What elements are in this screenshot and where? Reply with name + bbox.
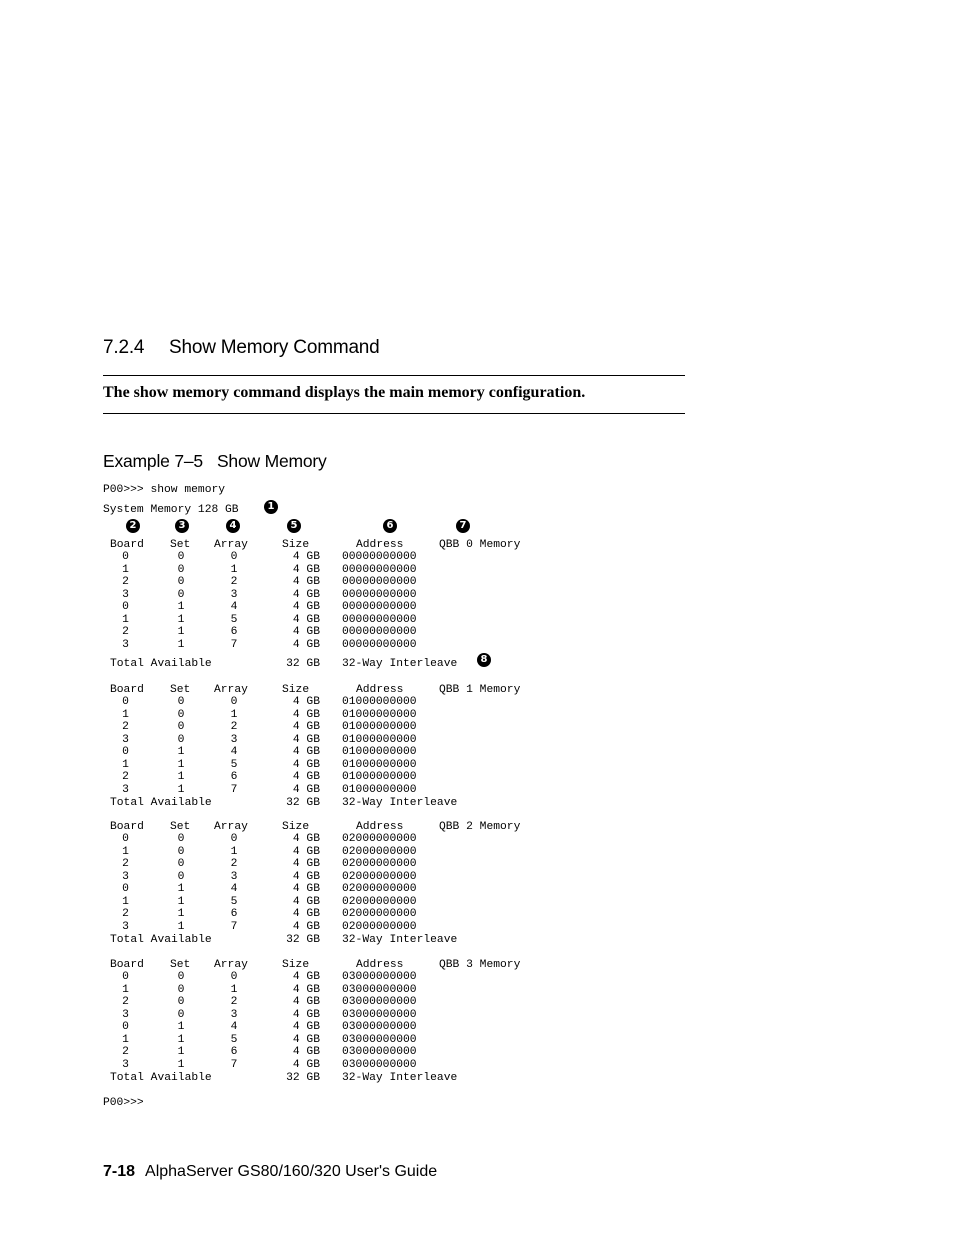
cell-size: 4 GB [292,870,320,883]
cell-board: 1 [122,613,129,626]
cell-array: 2 [230,858,238,871]
table-row [0,1009,600,1021]
cell-board: 3 [122,638,129,651]
cell-address: 03000000000 [342,971,417,984]
callout-4-icon: 4 [226,519,240,533]
table-header [0,821,600,833]
table-row [0,551,600,563]
col-board-header: Board [110,539,144,551]
cell-board: 2 [122,576,129,589]
table-row [0,921,600,933]
cell-set: 0 [177,858,185,871]
cell-size: 4 GB [292,895,320,908]
page-footer [103,1163,437,1181]
cell-size: 4 GB [292,971,320,984]
table-header [0,959,600,971]
col-set-header: Set [170,821,191,833]
cell-array: 0 [230,551,238,564]
cell-address: 02000000000 [342,920,417,933]
cell-size: 4 GB [292,996,320,1009]
cell-array: 6 [230,908,238,921]
total-label: Total Available [110,797,212,809]
callout-1-icon: 1 [264,500,278,514]
table-row [0,589,600,601]
cell-array: 1 [230,845,238,858]
cell-size: 4 GB [292,771,320,784]
cell-set: 1 [177,746,185,759]
cell-address: 01000000000 [342,771,417,784]
cell-set: 1 [177,601,185,614]
cell-board: 3 [122,870,129,883]
cell-set: 1 [177,1021,185,1034]
cell-address: 01000000000 [342,758,417,771]
cell-set: 0 [177,588,185,601]
cell-set: 0 [177,721,185,734]
cell-size: 4 GB [292,588,320,601]
cell-address: 02000000000 [342,845,417,858]
system-memory-line: System Memory 128 GB [103,504,239,516]
cell-set: 0 [177,576,185,589]
cell-array: 5 [230,613,238,626]
table-row [0,576,600,588]
section-number: 7.2.4 [103,337,145,358]
cell-size: 4 GB [292,858,320,871]
cell-array: 3 [230,733,238,746]
cell-size: 4 GB [292,696,320,709]
console-command: P00>>> show memory [103,484,226,496]
cell-array: 6 [230,626,238,639]
interleave: 32-Way Interleave [342,797,458,809]
cell-board: 2 [122,858,129,871]
callout-2-icon: 2 [126,519,140,533]
cell-set: 0 [177,870,185,883]
cell-address: 00000000000 [342,626,417,639]
cell-set: 0 [177,708,185,721]
cell-array: 7 [230,783,238,796]
cell-set: 1 [177,613,185,626]
cell-address: 01000000000 [342,733,417,746]
col-address-header: Address [356,684,404,696]
cell-board: 0 [122,1021,129,1034]
col-set-header: Set [170,684,191,696]
cell-board: 1 [122,563,129,576]
col-address-header: Address [356,959,404,971]
cell-size: 4 GB [292,1021,320,1034]
cell-set: 1 [177,908,185,921]
cell-board: 1 [122,895,129,908]
cell-address: 03000000000 [342,1046,417,1059]
total-row [0,1072,600,1084]
cell-set: 1 [177,895,185,908]
col-board-header: Board [110,821,144,833]
cell-address: 00000000000 [342,588,417,601]
table-row [0,833,600,845]
cell-array: 5 [230,895,238,908]
cell-array: 1 [230,708,238,721]
cell-set: 1 [177,626,185,639]
cell-size: 4 GB [292,746,320,759]
cell-address: 01000000000 [342,721,417,734]
cell-address: 00000000000 [342,563,417,576]
cell-address: 01000000000 [342,746,417,759]
cell-address: 03000000000 [342,1021,417,1034]
table-row [0,601,600,613]
table-row [0,984,600,996]
cell-board: 3 [122,783,129,796]
cell-size: 4 GB [292,1046,320,1059]
cell-set: 1 [177,638,185,651]
col-set-header: Set [170,539,191,551]
cell-array: 1 [230,983,238,996]
table-row [0,996,600,1008]
cell-array: 4 [230,1021,238,1034]
cell-address: 03000000000 [342,1058,417,1071]
cell-board: 1 [122,845,129,858]
final-prompt: P00>>> [103,1097,144,1109]
total-row [0,658,600,670]
table-header [0,539,600,551]
cell-set: 1 [177,758,185,771]
total-label: Total Available [110,1072,212,1084]
cell-board: 3 [122,1008,129,1021]
cell-board: 0 [122,883,129,896]
qbb-memory-label: QBB 3 Memory [439,959,521,971]
cell-size: 4 GB [292,883,320,896]
table-row [0,896,600,908]
cell-set: 0 [177,733,185,746]
cell-board: 2 [122,1046,129,1059]
cell-array: 3 [230,870,238,883]
cell-address: 03000000000 [342,983,417,996]
table-row [0,846,600,858]
col-address-header: Address [356,539,404,551]
table-header [0,684,600,696]
cell-size: 4 GB [292,576,320,589]
cell-array: 3 [230,1008,238,1021]
total-size: 32 GB [286,797,320,809]
cell-size: 4 GB [292,551,320,564]
cell-address: 02000000000 [342,895,417,908]
cell-set: 0 [177,983,185,996]
table-row [0,971,600,983]
cell-address: 00000000000 [342,638,417,651]
table-row [0,626,600,638]
cell-board: 2 [122,771,129,784]
lead-text: The show memory command displays the main memory configuration. [103,384,586,401]
cell-board: 0 [122,601,129,614]
cell-address: 00000000000 [342,613,417,626]
cell-address: 02000000000 [342,858,417,871]
cell-address: 00000000000 [342,576,417,589]
cell-set: 0 [177,833,185,846]
cell-set: 1 [177,771,185,784]
section-heading [103,337,380,359]
cell-array: 6 [230,771,238,784]
cell-board: 2 [122,996,129,1009]
cell-size: 4 GB [292,758,320,771]
col-size-header: Size [282,539,310,551]
col-size-header: Size [282,821,310,833]
col-size-header: Size [282,684,310,696]
cell-board: 0 [122,696,129,709]
cell-size: 4 GB [292,721,320,734]
callout-5-icon: 5 [287,519,301,533]
table-row [0,1021,600,1033]
col-array-header: Array [214,821,248,833]
cell-board: 0 [122,971,129,984]
cell-size: 4 GB [292,708,320,721]
cell-array: 0 [230,833,238,846]
interleave: 32-Way Interleave [342,934,458,946]
cell-set: 0 [177,971,185,984]
cell-address: 02000000000 [342,833,417,846]
page-number: 7-18 [103,1163,136,1180]
cell-array: 5 [230,1033,238,1046]
table-row [0,746,600,758]
table-row [0,734,600,746]
col-size-header: Size [282,959,310,971]
callout-8-icon: 8 [477,653,491,667]
qbb-memory-label: QBB 1 Memory [439,684,521,696]
cell-set: 0 [177,551,185,564]
table-row [0,709,600,721]
interleave: 32-Way Interleave [342,658,458,670]
cell-board: 2 [122,908,129,921]
cell-size: 4 GB [292,638,320,651]
cell-set: 0 [177,845,185,858]
cell-set: 1 [177,1046,185,1059]
cell-set: 1 [177,883,185,896]
cell-set: 1 [177,1033,185,1046]
top-rule [103,375,685,376]
cell-array: 5 [230,758,238,771]
total-size: 32 GB [286,658,320,670]
cell-board: 2 [122,626,129,639]
table-row [0,759,600,771]
cell-array: 4 [230,883,238,896]
cell-board: 3 [122,1058,129,1071]
cell-size: 4 GB [292,733,320,746]
cell-address: 01000000000 [342,696,417,709]
cell-set: 0 [177,563,185,576]
table-row [0,696,600,708]
cell-array: 3 [230,588,238,601]
cell-board: 0 [122,746,129,759]
table-row [0,871,600,883]
table-row [0,1059,600,1071]
total-size: 32 GB [286,1072,320,1084]
table-row [0,1034,600,1046]
cell-address: 03000000000 [342,996,417,1009]
col-array-header: Array [214,959,248,971]
cell-board: 0 [122,551,129,564]
table-row [0,564,600,576]
cell-array: 7 [230,920,238,933]
cell-array: 7 [230,638,238,651]
table-row [0,883,600,895]
cell-array: 0 [230,971,238,984]
cell-array: 1 [230,563,238,576]
cell-board: 2 [122,721,129,734]
cell-board: 1 [122,708,129,721]
qbb-memory-label: QBB 0 Memory [439,539,521,551]
cell-set: 0 [177,696,185,709]
cell-size: 4 GB [292,920,320,933]
cell-size: 4 GB [292,1008,320,1021]
total-row [0,797,600,809]
cell-board: 1 [122,1033,129,1046]
cell-size: 4 GB [292,1058,320,1071]
example-label: Example 7–5 [103,451,203,471]
cell-set: 1 [177,920,185,933]
col-board-header: Board [110,684,144,696]
cell-address: 02000000000 [342,883,417,896]
cell-board: 3 [122,733,129,746]
cell-array: 4 [230,601,238,614]
table-row [0,784,600,796]
cell-size: 4 GB [292,833,320,846]
cell-array: 2 [230,576,238,589]
cell-size: 4 GB [292,601,320,614]
cell-array: 2 [230,996,238,1009]
cell-array: 7 [230,1058,238,1071]
cell-board: 3 [122,920,129,933]
callout-3-icon: 3 [175,519,189,533]
cell-size: 4 GB [292,626,320,639]
cell-address: 00000000000 [342,601,417,614]
cell-board: 1 [122,758,129,771]
table-row [0,639,600,651]
cell-board: 0 [122,833,129,846]
cell-array: 6 [230,1046,238,1059]
total-label: Total Available [110,934,212,946]
cell-array: 0 [230,696,238,709]
table-row [0,1046,600,1058]
total-label: Total Available [110,658,212,670]
table-row [0,771,600,783]
cell-set: 0 [177,996,185,1009]
cell-address: 02000000000 [342,870,417,883]
table-row [0,721,600,733]
col-array-header: Array [214,684,248,696]
cell-size: 4 GB [292,783,320,796]
section-title: Show Memory Command [169,337,380,358]
bottom-rule [103,413,685,414]
qbb-memory-label: QBB 2 Memory [439,821,521,833]
total-row [0,934,600,946]
cell-set: 1 [177,783,185,796]
cell-size: 4 GB [292,563,320,576]
cell-address: 03000000000 [342,1008,417,1021]
cell-size: 4 GB [292,908,320,921]
interleave: 32-Way Interleave [342,1072,458,1084]
col-set-header: Set [170,959,191,971]
cell-address: 01000000000 [342,783,417,796]
cell-array: 4 [230,746,238,759]
cell-array: 2 [230,721,238,734]
total-size: 32 GB [286,934,320,946]
example-caption [103,451,327,472]
cell-address: 02000000000 [342,908,417,921]
cell-size: 4 GB [292,1033,320,1046]
cell-size: 4 GB [292,613,320,626]
col-array-header: Array [214,539,248,551]
cell-set: 0 [177,1008,185,1021]
example-title: Show Memory [216,451,327,471]
guide-title: AlphaServer GS80/160/320 User's Guide [145,1163,438,1180]
cell-size: 4 GB [292,983,320,996]
cell-board: 3 [122,588,129,601]
table-row [0,858,600,870]
table-row [0,908,600,920]
col-address-header: Address [356,821,404,833]
cell-address: 03000000000 [342,1033,417,1046]
callout-7-icon: 7 [456,519,470,533]
cell-size: 4 GB [292,845,320,858]
col-board-header: Board [110,959,144,971]
cell-set: 1 [177,1058,185,1071]
callout-6-icon: 6 [383,519,397,533]
cell-address: 01000000000 [342,708,417,721]
table-row [0,614,600,626]
cell-address: 00000000000 [342,551,417,564]
cell-board: 1 [122,983,129,996]
